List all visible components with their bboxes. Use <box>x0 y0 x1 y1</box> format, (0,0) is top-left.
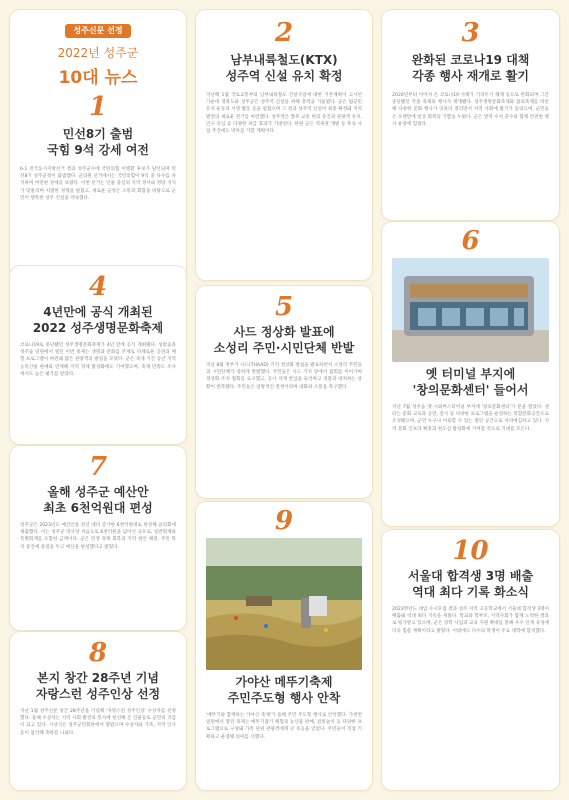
card-item-3 <box>382 10 559 220</box>
card-item-8 <box>10 632 186 790</box>
item-title: 옛 터미널 부지에 '창의문화센터' 들어서 <box>412 367 529 397</box>
card-item-2 <box>196 10 372 280</box>
item-number: 2 <box>274 18 294 48</box>
item-title: 서울대 합격생 3명 배출 역대 최다 기록 화소식 <box>407 569 534 599</box>
item-title: 가야산 메뚜기축제 주민주도형 행사 안착 <box>227 675 341 705</box>
item-number: 5 <box>274 292 294 322</box>
item-title: 본지 창간 28주년 기념 자랑스런 성주인상 선정 <box>35 671 161 701</box>
culture-center-illustration <box>392 258 549 362</box>
card-item-5 <box>196 286 372 498</box>
item-title: 남부내륙철도(KTX) 성주역 신설 유치 확정 <box>225 53 343 83</box>
item-body: 코로나19로 중단됐던 성주생명문화축제가 4년 만에 공식 개최됐다. 성밖숲과 성주읍 일원에서 열린 이번 축제는 생명과 문화를 주제로 다채로운 공연과 체험 프로그램이 마련돼 많은 관광객의 발길을 모았다. 군은 축제 기간 동안 지역 농특산물 판매와 연계해 지역 경제 활성화에도 기여했으며, 축제 만족도 조사에서도 높은 평가를 받았다. <box>20 343 176 377</box>
item-body: 지난해 1월 국토교통부의 남부내륙철도 건설사업에 대한 기본계획이 고시된 가운데 경북도와 성주군은 성주역 신설을 위해 총력을 기울였다. 군은 범군민 유치 운동과 서명 활동 등을 펼쳤으며 그 결과 성주역 신설이 최종 확정돼 지역 발전의 새로운 전기를 마련했다. 성주역은 향후 교통 편의 증진과 관광객 유치, 인구 유입 등 다양한 파급 효과가 기대된다. 한편 군은 역세권 개발 등 후속 사업 추진에도 박차를 가할 계획이다. <box>206 93 362 135</box>
item-number: 9 <box>274 506 294 536</box>
item-body: 지난 8월 정부가 사드(THAAD) 기지 정상화 방침을 발표하면서 소성리 주민들과 시민단체가 강하게 반발했다. 주민들은 사드 기지 앞에서 집회를 이어가며 정상화 조치 철회를 요구했고, 공사 자재 반입을 둘러싸고 경찰과 대치하는 상황이 반복됐다. 주민들은 일방적인 결정이라며 대화와 소통을 촉구했다. <box>206 363 362 390</box>
festival-photo-illustration <box>206 538 362 670</box>
item-body: '메뚜기와 함께하는 가야산 축제'가 올해 주민 주도형 행사로 안착했다. 가천면 일원에서 열린 축제는 메뚜기잡기 체험과 농산물 판매, 전통놀이 등 다양한 프로그램으로 구성돼 가족 단위 관광객에게 큰 호응을 얻었다. 주민들이 직접 기획하고 운영해 의미를 더했다. <box>206 713 362 740</box>
item-title: 사드 정상화 발표에 소성리 주민·시민단체 반발 <box>213 325 355 355</box>
year-title: 2022년 성주군 <box>57 46 139 60</box>
card-item-9 <box>196 502 372 790</box>
card-item-10 <box>382 530 559 790</box>
item-number: 8 <box>88 638 108 668</box>
item-title: 올해 성주군 예산안 최초 6천억원대 편성 <box>43 485 153 515</box>
item-body: 2023학년도 대입 수시모집 결과 성주 지역 고등학교에서 서울대 합격생 3명이 배출돼 역대 최다 기록을 세웠다. 학교와 학부모, 지역사회가 함께 노력한 결과로 평가받고 있으며, 군은 장학 사업과 교육 지원 확대를 통해 우수 인재 육성에 더욱 힘쓸 계획이라고 밝혔다. 이밖에도 다수의 학생이 주요 대학에 합격했다. <box>392 607 549 634</box>
card-item-4 <box>10 266 186 444</box>
card-item-1 <box>10 10 186 280</box>
item-number: 10 <box>452 536 489 566</box>
item-title: 4년만에 공식 개최된 2022 성주생명문화축제 <box>32 305 164 335</box>
item-title: 완화된 코로나19 대책 각종 행사 재개로 활기 <box>411 53 530 83</box>
news-title: 10대 뉴스 <box>58 68 138 88</box>
item-number: 4 <box>88 272 108 302</box>
item-title: 민선8기 출범 국힘 9석 강세 여전 <box>46 127 150 157</box>
item-body: 6·1 전국동시지방선거 결과 성주군수에 국민의힘 이병환 후보가 당선되며 민선8기 성주군정이 출범했다. 군의원 선거에서는 국민의힘이 9석 중 다수를 차지하며 여전한 강세를 보였다. 이번 선거는 인물 중심의 지역 정서와 정당 지지가 맞물리며 치열한 경쟁을 펼쳤고, 새로운 군정은 소통과 화합을 바탕으로 군민이 행복한 성주 건설을 약속했다. <box>20 167 176 201</box>
festival-photo <box>206 538 362 670</box>
item-number: 6 <box>461 226 480 256</box>
item-body: 지난 7월 성주읍 옛 시외버스터미널 부지에 '창의문화센터'가 문을 열었다. 센터는 문화 교육과 공연, 전시 등 다양한 프로그램을 운영하는 복합문화공간으로 조성됐으며, 군민 누구나 이용할 수 있는 열린 공간으로 자리매김하고 있다. 지역 문화 인프라 확충과 원도심 활성화에 기여할 것으로 기대를 모은다. <box>392 405 549 432</box>
item-number: 7 <box>88 452 108 482</box>
item-body: 2020년부터 이어져 온 코로나19 사태가 거리두기 해제 등으로 완화되며 그간 중단됐던 각종 축제와 행사가 재개됐다. 성주생명문화축제와 참외축제를 비롯해 다양한 문화 행사가 잇따라 열리면서 지역 사회에 활기가 돌았으며, 군민들은 오랜만에 일상 회복의 기쁨을 누렸다. 군은 방역 수칙 준수와 함께 안전한 행사 운영에 힘썼다. <box>392 93 549 127</box>
item-number: 1 <box>88 92 108 122</box>
card-item-7 <box>10 446 186 630</box>
item-body: 지난 1월 성주신문 창간 28주년을 기념해 '자랑스런 성주인상' 수상자를 선정했다. 올해 수상자는 지역 사회 발전과 봉사에 헌신해 온 인물들로 군민의 귀감이 되고 있다. 시상식은 성주군민회관에서 열렸으며 수상자와 가족, 지역 인사 등이 참석해 축하를 나눴다. <box>20 709 176 736</box>
header-badge: 성주신문 선정 <box>65 24 130 38</box>
culture-center-photo <box>392 258 549 362</box>
item-number: 3 <box>461 18 480 48</box>
card-item-6 <box>382 222 559 526</box>
item-body: 성주군은 2023년도 예산안을 전년 대비 증가한 6천억원대로 편성해 군의회에 제출했다. 이는 성주군 역사상 처음으로 6천억원을 넘어선 규모로, 일반회계와 특별회계를 포함한 금액이다. 군은 민생 경제 회복과 지역 현안 해결, 주민 복지 증진에 중점을 두고 예산을 편성했다고 밝혔다. <box>20 523 176 550</box>
